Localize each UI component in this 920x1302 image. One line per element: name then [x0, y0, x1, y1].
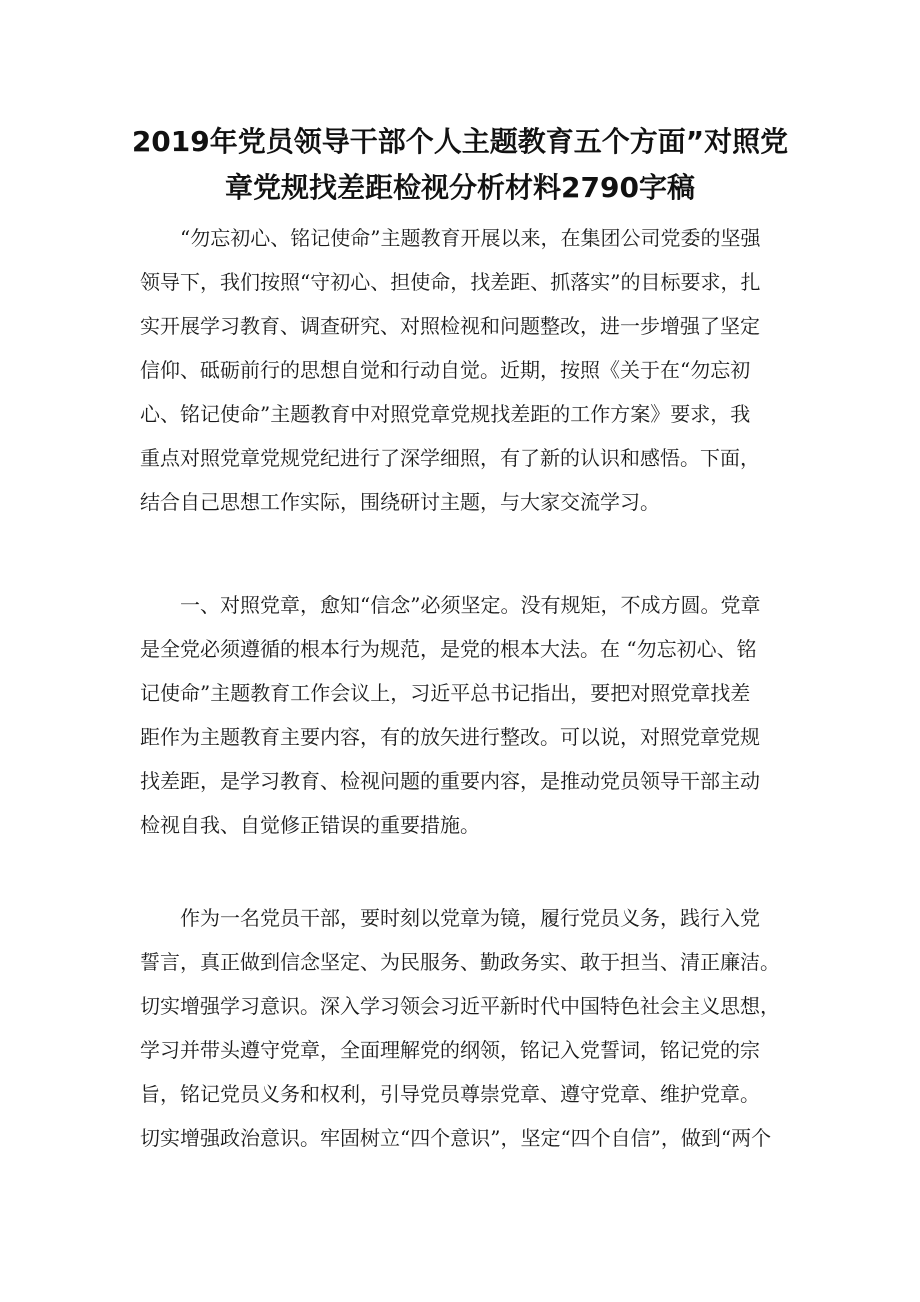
paragraph-1-line-5: 心、铭记使命”主题教育中对照党章党规找差距的工作方案》要求，我: [140, 402, 751, 426]
paragraph-2-line-5: 找差距，是学习教育、检视问题的重要内容，是推动党员领导干部主动: [140, 769, 760, 793]
paragraph-2-line-4: 距作为主题教育主要内容，有的放矢进行整改。可以说，对照党章党规: [140, 725, 760, 749]
paragraph-2-line-2: 是全党必须遵循的根本行为规范，是党的根本大法。在 “勿忘初心、铭: [140, 637, 757, 661]
paragraph-1-line-2: 领导下，我们按照“守初心、担使命，找差距、抓落实”的目标要求，扎: [140, 270, 761, 294]
paragraph-1-line-7: 结合自己思想工作实际，围绕研讨主题，与大家交流学习。: [140, 490, 660, 514]
paragraph-3-line-6: 切实增强政治意识。牢固树立“四个意识”，坚定“四个自信”，做到“两个: [140, 1126, 772, 1150]
paragraph-3-line-4: 学习并带头遵守党章，全面理解党的纲领，铭记入党誓词，铭记党的宗: [140, 1038, 760, 1062]
paragraph-1-line-1: “勿忘初心、铭记使命”主题教育开展以来，在集团公司党委的坚强: [180, 226, 761, 250]
paragraph-3-line-2: 誓言，真正做到信念坚定、为民服务、勤政务实、敢于担当、清正廉洁。: [140, 950, 780, 974]
paragraph-1-line-3: 实开展学习教育、调查研究、对照检视和问题整改，进一步增强了坚定: [140, 314, 760, 338]
paragraph-2-line-6: 检视自我、自觉修正错误的重要措施。: [140, 813, 480, 837]
paragraph-1-line-6: 重点对照党章党规党纪进行了深学细照，有了新的认识和感悟。下面，: [140, 446, 760, 470]
paragraph-2-line-3: 记使命”主题教育工作会议上，习近平总书记指出，要把对照党章找差: [140, 681, 751, 705]
document-title-line-2: 章党规找差距检视分析材料2790字稿: [225, 171, 695, 204]
paragraph-3-line-5: 旨，铭记党员义务和权利，引导党员尊崇党章、遵守党章、维护党章。: [140, 1082, 760, 1106]
paragraph-2-line-1: 一、对照党章，愈知“信念”必须坚定。没有规矩，不成方圆。党章: [180, 593, 761, 617]
paragraph-3-line-1: 作为一名党员干部，要时刻以党章为镜，履行党员义务，践行入党: [180, 906, 760, 930]
paragraph-1-line-4: 信仰、砥砺前行的思想自觉和行动自觉。近期，按照《关于在“勿忘初: [140, 358, 751, 382]
document-title-line-1: 2019年党员领导干部个人主题教育五个方面”对照党: [131, 125, 789, 158]
paragraph-3-line-3: 切实增强学习意识。深入学习领会习近平新时代中国特色社会主义思想，: [140, 994, 780, 1018]
